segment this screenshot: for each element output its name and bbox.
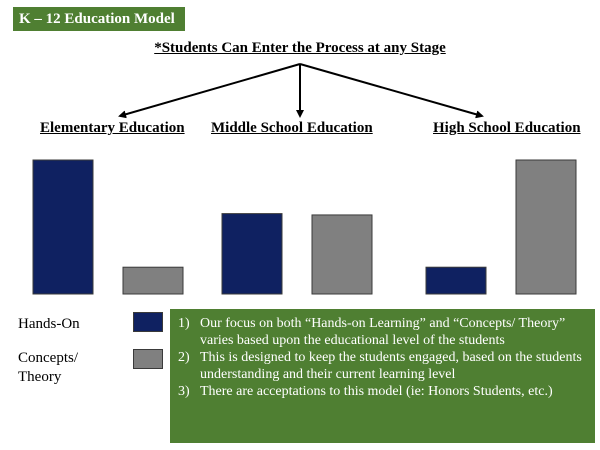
bar-middle-school-concepts-theory [312,215,372,294]
legend-label-concepts-theory: Concepts/ Theory [18,350,78,385]
bar-middle-school-hands-on [222,214,282,294]
stage-label-high: High School Education [433,120,581,136]
note-text: Our focus on both “Hands-on Learning” and “Concepts/ Theory” varies based upon the educational level of the students [200,316,566,348]
note-item [178,383,587,400]
note-text: This is designed to keep the students engaged, based on the students understanding and their current learning level [200,350,582,382]
bar-elementary-concepts-theory [123,267,183,294]
note-text: There are acceptations to this model (ie: Honors Students, etc.) [200,384,553,399]
note-number: 3) [178,384,190,399]
stage-label-elementary: Elementary Education [40,120,185,136]
bar-elementary-hands-on [33,160,93,294]
page-title: K – 12 Education Model [13,7,185,31]
stage-label-middle: Middle School Education [211,120,373,136]
legend-swatch-hands-on [133,312,163,332]
note-item [178,315,587,349]
note-number: 2) [178,350,190,365]
note-item [178,349,587,383]
subtitle: *Students Can Enter the Process at any Stage [154,40,446,56]
note-number: 1) [178,316,190,331]
bar-high-school-concepts-theory [516,160,576,294]
bar-high-school-hands-on [426,267,486,294]
legend-swatch-concepts-theory [133,349,163,369]
legend-label-hands-on: Hands-On [18,316,80,332]
notes-box [170,309,595,443]
